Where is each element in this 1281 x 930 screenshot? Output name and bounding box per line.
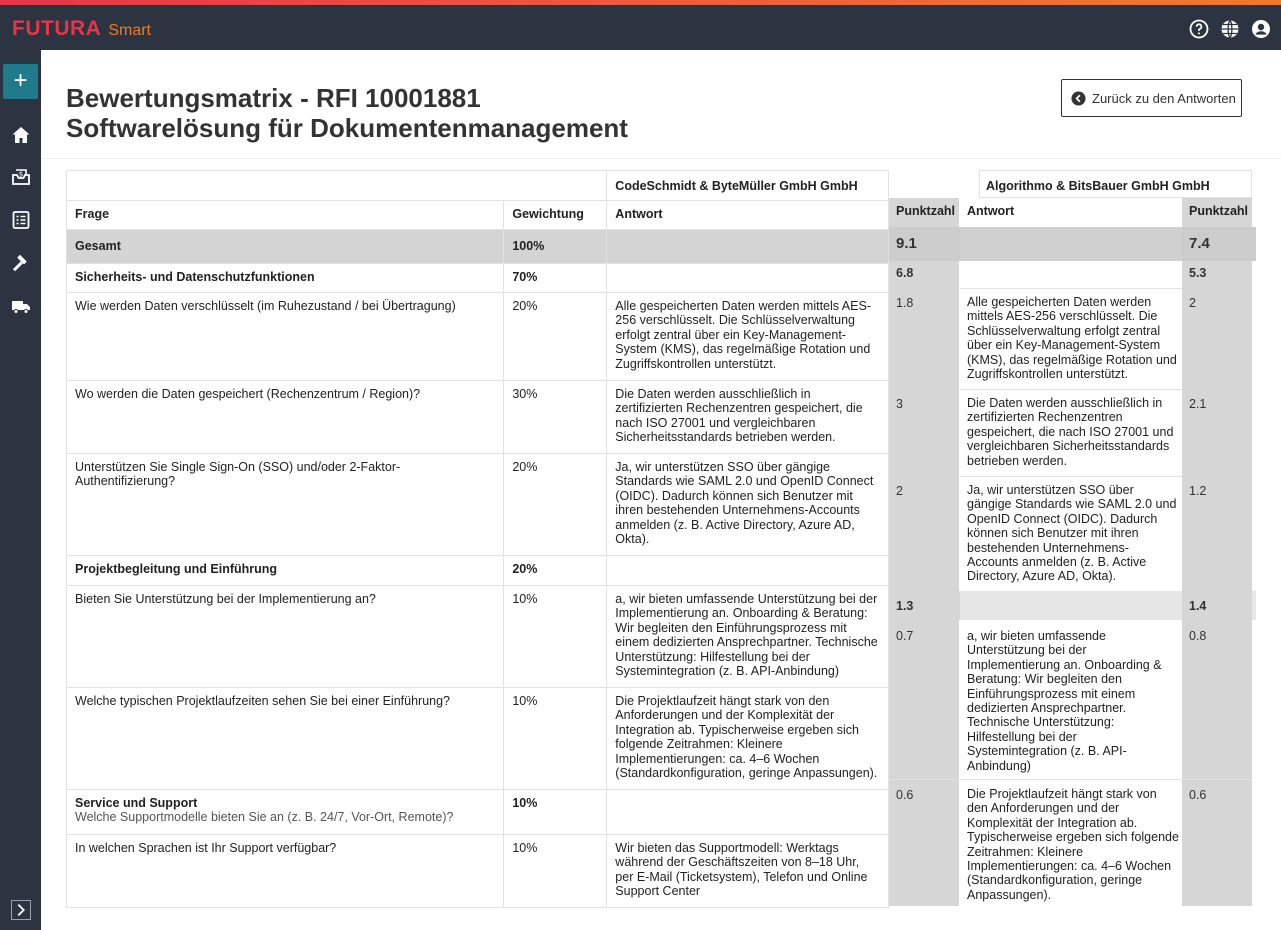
col-antwort-2: Antwort [967,204,1015,218]
score-total-2: 7.4 [1189,235,1210,252]
score-section-1-v2: 5.3 [1189,266,1207,280]
score-section-2-v1: 1.3 [896,599,914,613]
back-to-answers-button[interactable] [1061,79,1242,117]
score-q6-v2: 0.6 [1189,788,1207,802]
page-title [66,83,628,143]
help-circle-icon[interactable] [1189,19,1209,39]
brand-sub: Smart [108,22,151,39]
checklist-icon[interactable] [11,210,31,230]
score-total-1: 9.1 [896,235,917,252]
col-punktzahl-2: Punktzahl [1189,204,1249,218]
table-row: Wo werden die Daten gespeichert (Rechenzentrum / Region)? 30% Die Daten werden ausschließlich in zertifizierten Rechenzentren gespeichert, die nach ISO 27001 und vergleichbaren Sicherheitsstandards betrieben werden. [67,380,889,453]
vendor2-header [979,170,1252,198]
header-divider [41,158,1281,159]
inbox-money-icon[interactable] [11,167,31,187]
answer-q2-v2: Die Daten werden ausschließlich in zertifizierten Rechenzentren gespeichert, die nach ISO 27001 und vergleichbaren Sicherheitsstandards betrieben werden. [967,396,1174,468]
gavel-icon[interactable] [11,253,31,273]
vendor1-name: CodeSchmidt & ByteMüller GmbH GmbH [607,171,889,201]
table-row: In welchen Sprachen ist Ihr Support verfügbar? 10% Wir bieten das Supportmodell: Werktags während der Geschäftszeiten von 8–18 Uhr, per E-Mail (Ticketsystem), Telefon und Online Support Center [67,834,889,907]
app-logo[interactable] [12,17,151,41]
page-title-line2: Softwarelösung für Dokumentenmanagement [66,113,628,143]
table-row: Wie werden Daten verschlüsselt (im Ruhezustand / bei Übertragung) 20% Alle gespeicherten Daten werden mittels AES-256 verschlüsselt. Die Schlüsselverwaltung erfolgt zentral über ein Key-Management-System (KMS), das regelmäßige Rotation und Zugriffskontrollen unterstützt. [67,292,889,380]
answer-q3-v2: Ja, wir unterstützen SSO über gängige Standards wie SAML 2.0 und OpenID Connect (OIDC). Dadurch können sich Benutzer mit ihren bestehenden Unternehmens-Accounts anmelden (z. B. Active Directory, Azure AD, Okta). [967,483,1177,584]
score-q3-v2: 1.2 [1189,484,1207,498]
score-q1-v2: 2 [1189,296,1196,310]
answer-q6-v2: Die Projektlaufzeit hängt stark von den Anforderungen und der Komplexität der Integration ab. Typischerweise ergeben sich folgende Zeitrahmen: Kleinere Implementierungen: ca. 4–6 Wochen (Standardkonfiguration, geringe Anpassungen). [967,787,1179,902]
sidebar [0,50,41,930]
table-row: Unterstützen Sie Single Sign-On (SSO) und/oder 2-Faktor-Authentifizierung? 20% Ja, wir unterstützen SSO über gängige Standards wie SAML 2.0 und OpenID Connect (OIDC). Dadurch können sich Benutzer mit ihren bestehenden Unternehmens-Accounts anmelden (z. B. Active Directory, Azure AD, Okta). [67,453,889,555]
score-q2-v2: 2.1 [1189,397,1207,411]
gesamt-band-answer [960,227,1182,261]
col-antwort-1: Antwort [607,200,889,229]
score-section-1-v1: 6.8 [896,266,914,280]
score-q2-v1: 3 [896,397,903,411]
score-q5-v2: 0.8 [1189,629,1207,643]
table-row: Service und Support Welche Supportmodelle bieten Sie an (z. B. 24/7, Vor-Ort, Remote)? 10% [67,789,889,834]
vendor2-name: Algorithmo & BitsBauer GmbH GmbH [986,179,1210,193]
brand-name: FUTURA [12,17,102,40]
score-section-2-v2: 1.4 [1189,599,1207,613]
page-title-line1: Bewertungsmatrix - RFI 10001881 [66,83,481,113]
evaluation-matrix-table [66,170,889,908]
user-circle-icon[interactable] [1251,19,1271,39]
truck-icon[interactable] [11,296,31,316]
add-button[interactable]: + [3,64,38,99]
score-q1-v1: 1.8 [896,296,914,310]
score-q5-v1: 0.7 [896,629,914,643]
table-row: Bieten Sie Unterstützung bei der Implementierung an? 10% a, wir bieten umfassende Unterstützung bei der Implementierung an. Onboarding & Beratung: Wir begleiten den Einführungsprozess mit einem dedizierten Ansprechpartner. Technische Unterstützung: Hilfestellung bei der Systemintegration (z. B. API-Anbindung) [67,585,889,687]
table-row: Projektbegleitung und Einführung 20% [67,555,889,585]
expand-chevron-icon[interactable] [11,900,31,920]
col-frage: Frage [67,200,504,229]
col-punktzahl-1: Punktzahl [896,204,956,218]
home-icon[interactable] [11,125,31,145]
col-gewichtung: Gewichtung [504,200,607,229]
score-q3-v1: 2 [896,484,903,498]
table-row: Welche typischen Projektlaufzeiten sehen Sie bei einer Einführung? 10% Die Projektlaufzeit hängt stark von den Anforderungen und der Komplexität der Integration ab. Typischerweise ergeben sich folgende Zeitrahmen: Kleinere Implementierungen: ca. 4–6 Wochen (Standardkonfiguration, geringe Anpassungen). [67,687,889,789]
answer-q1-v2: Alle gespeicherten Daten werden mittels AES-256 verschlüsselt. Die Schlüsselverwaltung erfolgt zentral über ein Key-Management-System (KMS), das regelmäßige Rotation und Zugriffskontrollen unterstützt. [967,295,1177,382]
globe-icon[interactable] [1220,19,1240,39]
svg-text:$: $ [18,170,24,179]
arrow-left-circle-icon [1071,91,1086,106]
table-row: Sicherheits- und Datenschutzfunktionen 70% [67,263,889,292]
top-bar [0,5,1281,50]
score-q6-v1: 0.6 [896,788,914,802]
back-button-label: Zurück zu den Antworten [1092,90,1236,106]
answer-q5-v2: a, wir bieten umfassende Unterstützung bei der Implementierung an. Onboarding & Beratung: Wir begleiten den Einführungsprozess mit einem dedizierten Ansprechpartner. Technische Unterstützung: Hilfestellung bei der Systemintegration (z. B. API-Anbindung) [967,629,1162,773]
table-row: Gesamt 100% [67,229,889,263]
